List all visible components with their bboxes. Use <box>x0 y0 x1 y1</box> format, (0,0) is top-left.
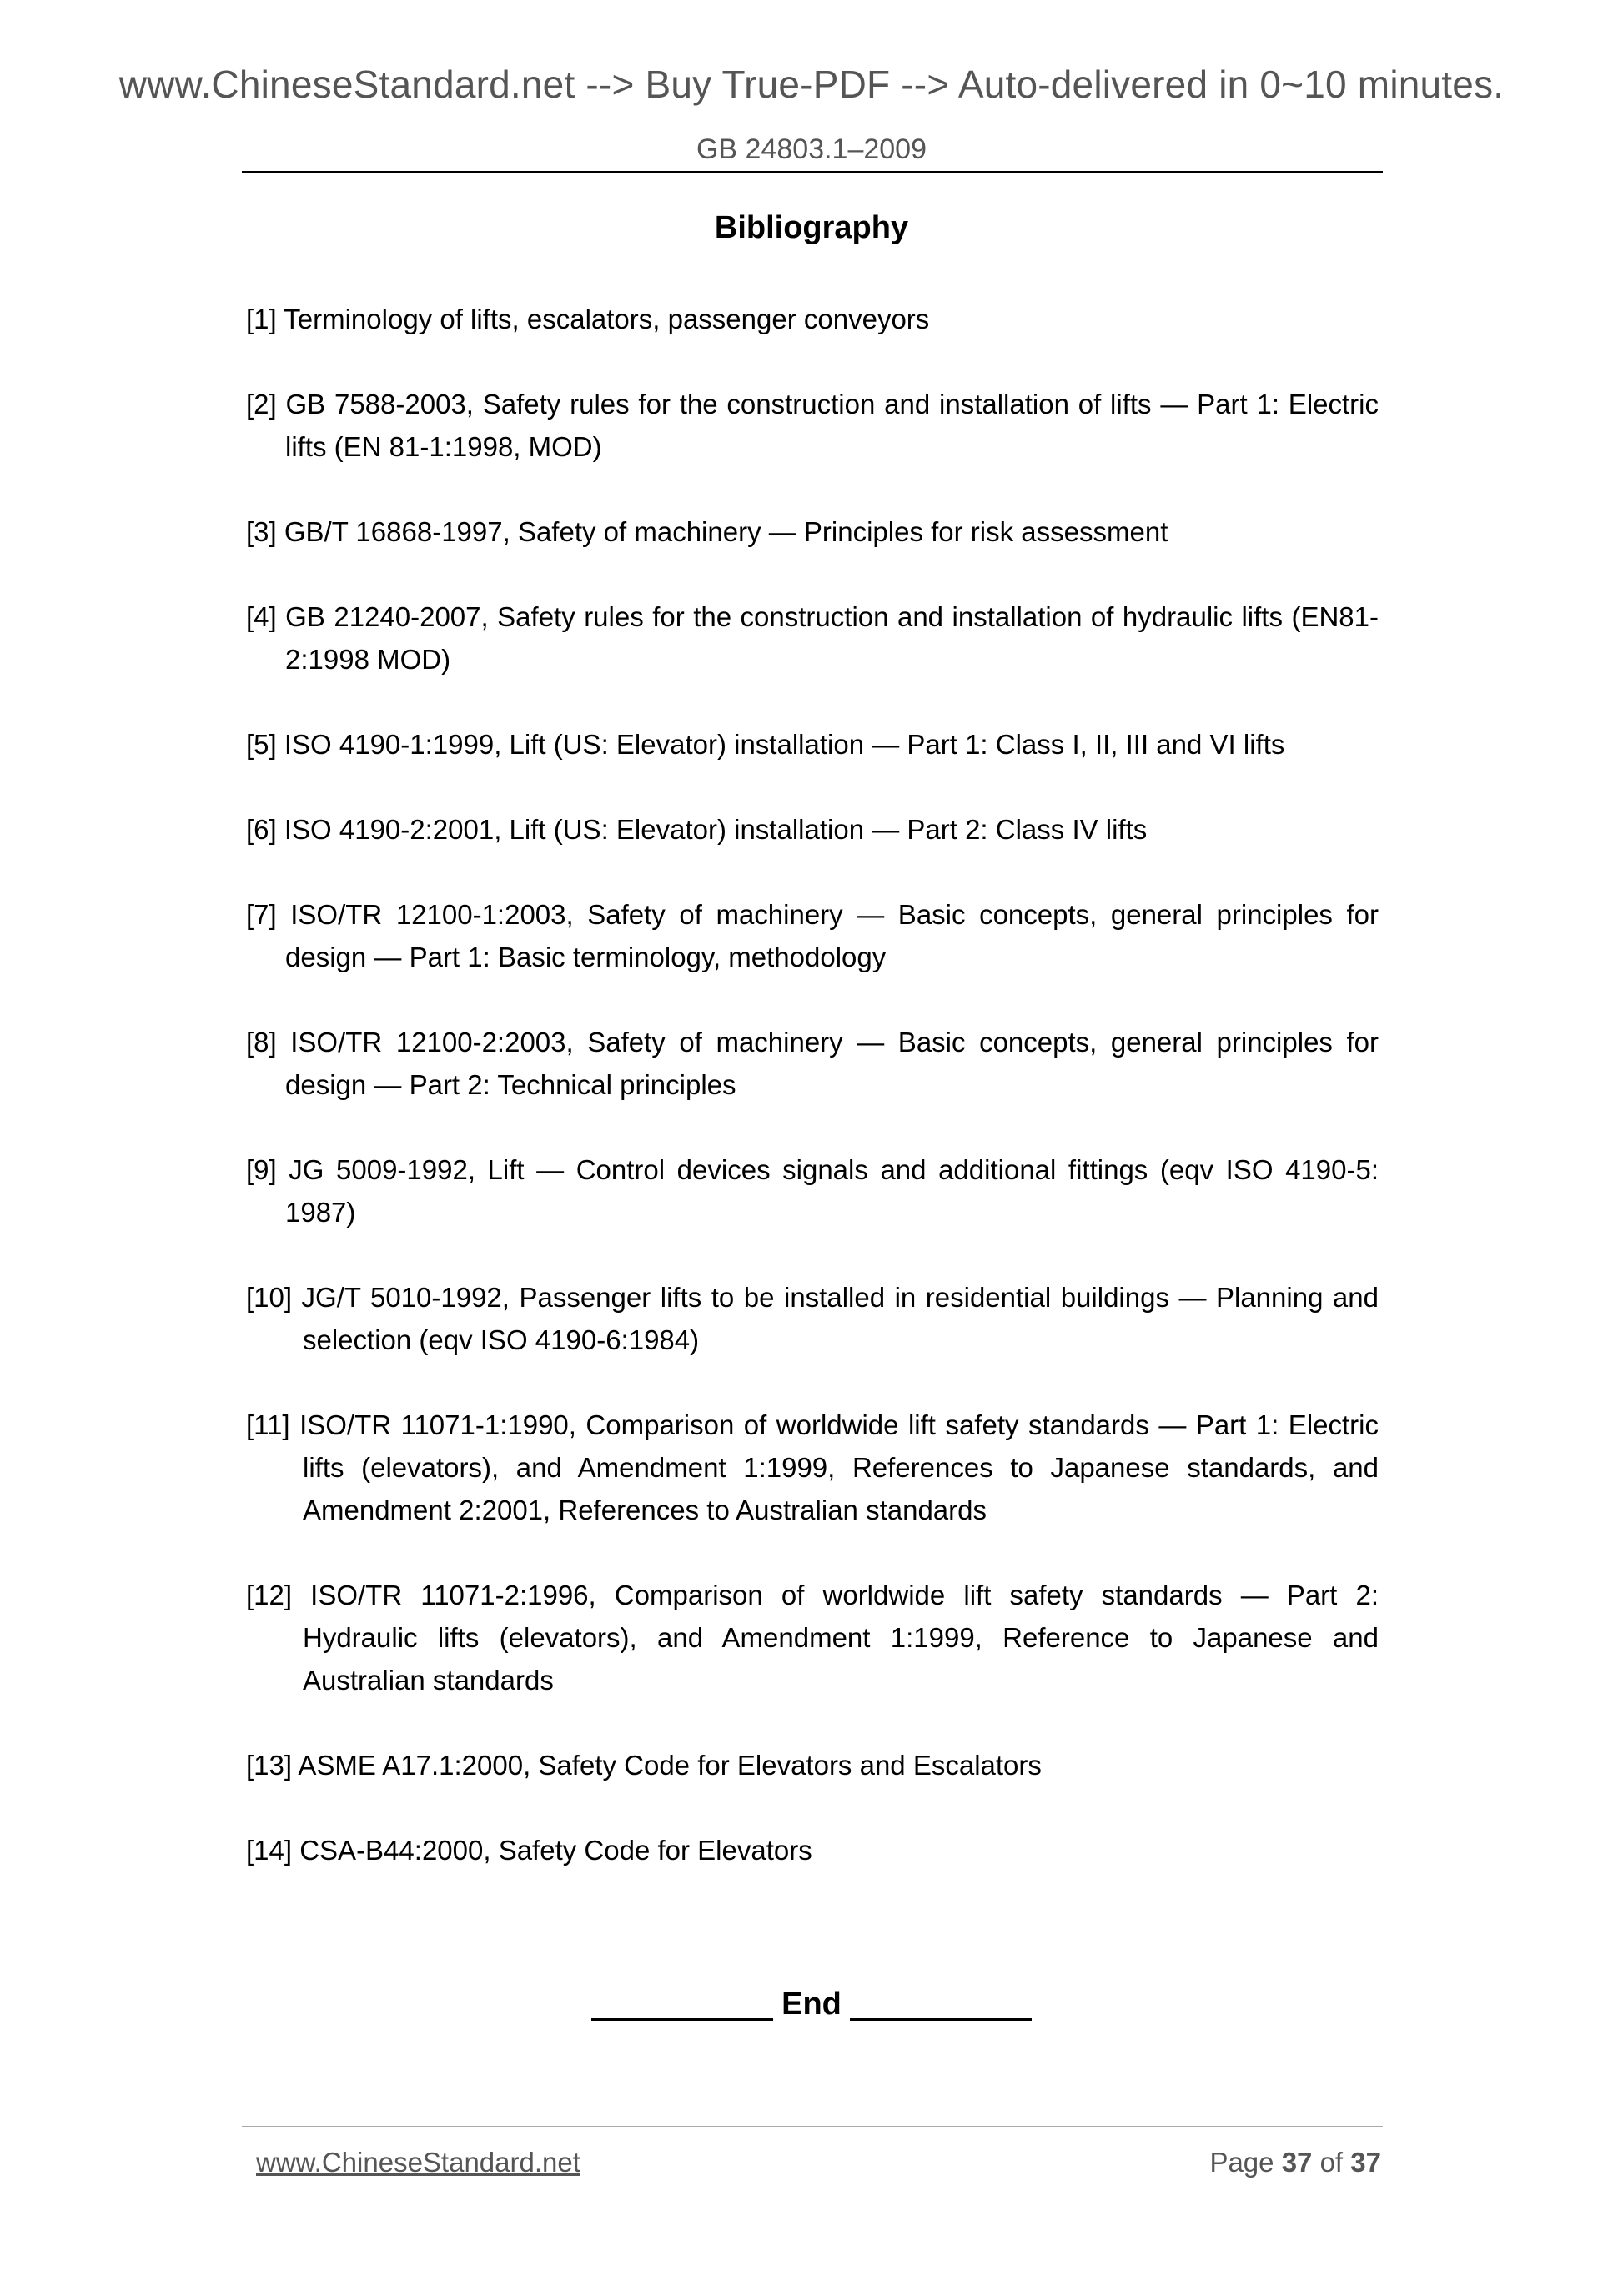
reference-item: [13] ASME A17.1:2000, Safety Code for Elevators and Escalators <box>246 1750 1042 1781</box>
reference-item: [6] ISO 4190-2:2001, Lift (US: Elevator) installation — Part 2: Class IV lifts <box>246 814 1148 845</box>
reference-item: [11] ISO/TR 11071-1:1990, Comparison of worldwide lift safety standards — Part 1: Electric lifts (elevators), and Amendment 1:1999, References to Japanese standards, and Amendment 2:2001, References to Australian standards <box>246 1409 1379 1525</box>
reference-item: [14] CSA-B44:2000, Safety Code for Elevators <box>246 1835 812 1866</box>
end-marker <box>0 1987 1623 2022</box>
reference-item: [4] GB 21240-2007, Safety rules for the construction and installation of hydraulic lifts (EN81-2:1998 MOD) <box>246 601 1379 675</box>
page-current: 37 <box>1281 2147 1313 2178</box>
page-total: 37 <box>1350 2147 1381 2178</box>
promo-banner: www.ChineseStandard.net --> Buy True-PDF --> Auto-delivered in 0~10 minutes. <box>118 63 1505 106</box>
standard-code: GB 24803.1–2009 <box>696 133 927 165</box>
reference-list <box>246 298 1379 1871</box>
reference-item: [3] GB/T 16868-1997, Safety of machinery — Principles for risk assessment <box>246 516 1168 547</box>
reference-item: [1] Terminology of lifts, escalators, passenger conveyors <box>246 304 930 334</box>
reference-item: [10] JG/T 5010-1992, Passenger lifts to be installed in residential buildings — Planning and selection (eqv ISO 4190-6:1984) <box>246 1282 1379 1355</box>
page-number <box>1209 2147 1381 2178</box>
header-rule <box>242 171 1383 173</box>
reference-item: [7] ISO/TR 12100-1:2003, Safety of machinery — Basic concepts, general principles for design — Part 1: Basic terminology, methodology <box>246 899 1379 972</box>
end-label: End <box>781 1987 842 2022</box>
reference-item: [5] ISO 4190-1:1999, Lift (US: Elevator) installation — Part 1: Class I, II, III and VI lifts <box>246 729 1285 760</box>
end-dash-left <box>591 2018 773 2021</box>
end-dash-right <box>850 2018 1032 2021</box>
page-prefix: Page <box>1209 2147 1274 2178</box>
reference-item: [8] ISO/TR 12100-2:2003, Safety of machinery — Basic concepts, general principles for design — Part 2: Technical principles <box>246 1027 1379 1100</box>
page-sep: of <box>1319 2147 1344 2178</box>
reference-item: [9] JG 5009-1992, Lift — Control devices signals and additional fittings (eqv ISO 4190-5: 1987) <box>246 1154 1379 1228</box>
reference-item: [2] GB 7588-2003, Safety rules for the construction and installation of lifts — Part 1: Electric lifts (EN 81-1:1998, MOD) <box>246 389 1379 462</box>
footer-site-link[interactable]: www.ChineseStandard.net <box>256 2147 580 2178</box>
page-title: Bibliography <box>714 210 909 245</box>
footer-rule <box>242 2126 1383 2127</box>
reference-item: [12] ISO/TR 11071-2:1996, Comparison of worldwide lift safety standards — Part 2: Hydraulic lifts (elevators), and Amendment 1:1999, Reference to Japanese and Australian standards <box>246 1580 1379 1696</box>
